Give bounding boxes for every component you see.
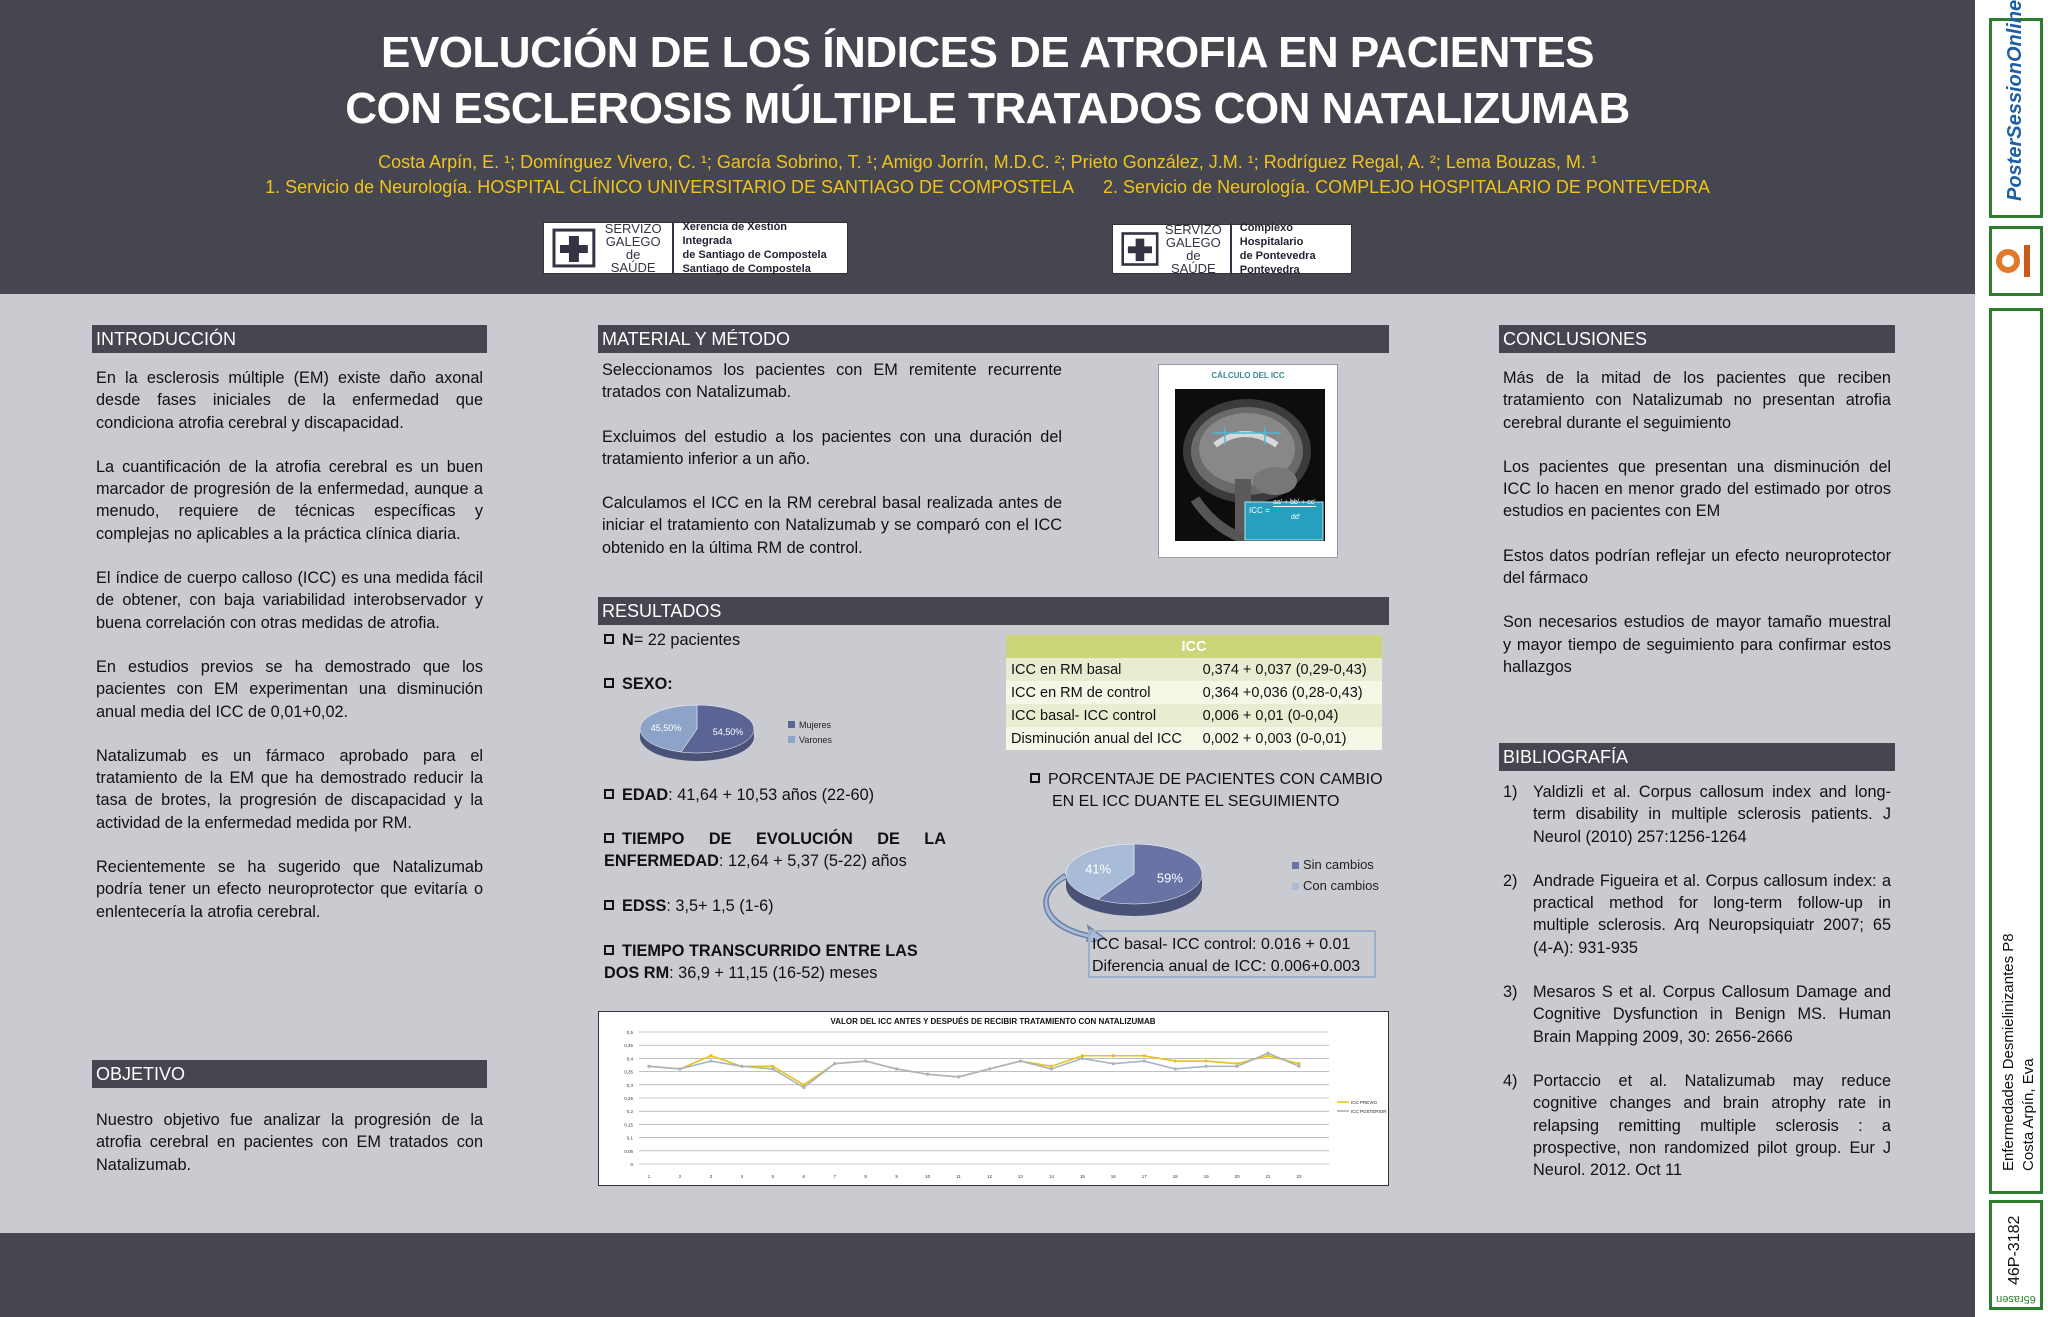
bib-number: 4): [1503, 1071, 1518, 1090]
table-cell: 0,006 + 0,01 (0-0,04): [1202, 707, 1339, 724]
x-tick-label: 12: [986, 1174, 992, 1179]
result-label: EDSS: [622, 897, 667, 915]
data-point: [1143, 1054, 1146, 1057]
icc-line-chart: [598, 1011, 1389, 1186]
x-tick-label: 10: [925, 1174, 931, 1179]
mri-sagittal-image: [1175, 389, 1325, 541]
data-point: [709, 1054, 712, 1057]
icc-table: [1006, 635, 1382, 750]
y-tick-label: 0,2: [626, 1109, 633, 1115]
data-point: [1235, 1065, 1238, 1068]
table-cell: 0,002 + 0,003 (0-0,01): [1202, 730, 1347, 747]
result-label: TIEMPO DE EVOLUCIÓN DE LA ENFERMEDAD: [604, 830, 946, 871]
porcentaje-title: [1030, 769, 1402, 814]
session-info-box: [1989, 308, 2043, 1194]
table-cell: ICC en RM basal: [1011, 661, 1122, 678]
figure-title: CÁLCULO DEL ICC: [1211, 371, 1285, 380]
data-point: [740, 1065, 743, 1068]
icc-summary-box: [1088, 930, 1376, 978]
data-point: [647, 1065, 650, 1068]
legend-label: Con cambios: [1303, 878, 1379, 893]
x-tick-label: 21: [1265, 1174, 1271, 1179]
y-tick-label: 0,25: [624, 1096, 633, 1101]
x-tick-label: 7: [833, 1174, 836, 1179]
result-edad: [604, 784, 874, 806]
sgs-line: SERVIZO: [604, 221, 662, 236]
data-point: [802, 1086, 805, 1089]
x-tick-label: 1: [647, 1174, 651, 1179]
affiliations: [0, 177, 1975, 198]
x-tick-label: 11: [956, 1174, 961, 1179]
logo-santiago: [543, 222, 848, 274]
legend-swatch: [788, 721, 795, 728]
formula-denominator: dd': [1291, 514, 1301, 521]
legend-swatch: [1292, 862, 1299, 869]
x-tick-label: 9: [895, 1174, 898, 1179]
sgs-line: SERVIZO: [1164, 222, 1222, 237]
data-point: [1205, 1065, 1208, 1068]
data-point: [988, 1067, 991, 1070]
inst-line: Xerencia de Xestión Integrada: [682, 221, 788, 247]
data-point: [1266, 1052, 1269, 1055]
intro-paragraph: En estudios previos se ha demostrado que los pacientes con EM experimentan una disminución anual media del ICC de 0,01+0,02.: [96, 657, 483, 721]
legend-label: ICC POSTERIOR: [1351, 1109, 1387, 1114]
bib-item: [1499, 1070, 1891, 1181]
intro-text: [96, 367, 483, 945]
pie-data-label: 59%: [1156, 870, 1183, 886]
table-row: [1006, 727, 1382, 750]
result-value: : 36,9 + 11,15 (16-52) meses: [669, 964, 878, 983]
bib-text: Yaldizli et al. Corpus callosum index and long-term disability in multiple sclerosis patients. J Neurol (2010) 257:1256-1264: [1533, 783, 1891, 846]
x-tick-label: 8: [864, 1174, 867, 1179]
conclusion-paragraph: Más de la mitad de los pacientes que reciben tratamiento con Natalizumab no presentan atrofia cerebral durante el seguimiento: [1503, 369, 1891, 432]
x-tick-label: 6: [802, 1174, 806, 1179]
data-point: [833, 1062, 836, 1065]
x-tick-label: 20: [1234, 1174, 1240, 1179]
formula-left: ICC =: [1249, 506, 1270, 515]
conclusion-paragraph: Estos datos podrían reflejar un efecto neuroprotector del fármaco: [1503, 546, 1891, 588]
x-tick-label: 22: [1296, 1174, 1302, 1179]
intro-paragraph: El índice de cuerpo calloso (ICC) es una medida fácil de obtener, con baja variabilidad interobservador y buena correlación con otras medidas de atrofia.: [96, 569, 483, 632]
checkbox-bullet-icon: [1030, 773, 1040, 783]
poster-footer-code: 65rasen: [1996, 1293, 2036, 1305]
table-row: [1006, 704, 1382, 727]
conclusiones-text: [1503, 367, 1891, 700]
authors: Costa Arpín, E. ¹; Domínguez Vivero, C. ¹; García Sobrino, T. ¹; Amigo Jorrín, M.D.C. ²; Prieto González, J.M. ¹; Rodríguez Regal, A. ²; Lema Bouzas, M. ¹: [378, 152, 1597, 172]
pie-data-label: 41%: [1085, 861, 1112, 877]
material-paragraph: Seleccionamos los pacientes con EM remitente recurrente tratados con Natalizumab.: [602, 361, 1062, 402]
result-value: : 12,64 + 5,37 (5-22) años: [718, 852, 907, 871]
x-tick-label: 4: [740, 1174, 744, 1179]
table-cell: 0,374 + 0,037 (0,29-0,43): [1202, 661, 1367, 678]
sgs-line: de SAÚDE: [610, 247, 656, 275]
result-sexo: [604, 673, 673, 695]
table-cell: Disminución anual del ICC: [1011, 730, 1182, 747]
brand-logo: PosterSessionOnline: [2004, 0, 2026, 201]
poster-footer-bar: [0, 1233, 1975, 1317]
checkbox-bullet-icon: [604, 833, 614, 843]
data-point: [1112, 1062, 1115, 1065]
data-point: [895, 1067, 898, 1070]
icc-summary-line: Diferencia anual de ICC: 0.006+0.003: [1092, 958, 1361, 975]
x-tick-label: 17: [1141, 1174, 1147, 1179]
data-point: [1174, 1059, 1177, 1062]
data-point: [1112, 1054, 1115, 1057]
intro-paragraph: En la esclerosis múltiple (EM) existe daño axonal desde fases iniciales de la enfermedad que condiciona atrofia cerebral y discapacidad.: [96, 369, 483, 432]
x-tick-label: 16: [1110, 1174, 1116, 1179]
change-pie-chart: [1030, 822, 1390, 942]
bib-text: Andrade Figueira et al. Corpus callosum index: a practical method for long-term follow-up in multiple sclerosis. Arq Neuropsiquiatr 2007; 65 (4-A): 931-935: [1533, 871, 1891, 957]
result-value: : 41,64 + 10,53 años (22-60): [668, 786, 875, 804]
poster-session-sidebar: [1975, 0, 2048, 1317]
material-paragraph: Excluimos del estudio a los pacientes con una duración del tratamiento inferior a un año.: [602, 427, 1062, 468]
icc-calculation-figure: [1158, 364, 1338, 558]
table-cell: ICC en RM de control: [1011, 684, 1151, 701]
bib-item: [1499, 870, 1891, 959]
bib-item: [1499, 981, 1891, 1048]
conclusion-paragraph: Los pacientes que presentan una disminución del ICC lo hacen en menor grado del estimado por otros estudios en pacientes con EM: [1503, 457, 1891, 521]
data-point: [1081, 1057, 1084, 1060]
intro-paragraph: Natalizumab es un fármaco aprobado para el tratamiento de la EM que ha demostrado reducir la tasa de brotes, la progresión de discapacidad y la actividad de la enfermedad medida por RM.: [96, 746, 483, 832]
institution-text: [1240, 221, 1343, 277]
x-tick-label: 14: [1048, 1174, 1054, 1179]
series-line-icc-previo: [649, 1056, 1299, 1085]
data-point: [1174, 1067, 1177, 1070]
y-tick-label: 0,05: [624, 1148, 633, 1154]
affiliation-2: 2. Servicio de Neurología. COMPLEJO HOSPITALARIO DE PONTEVEDRA: [1103, 177, 1710, 197]
porcentaje-text: PORCENTAJE DE PACIENTES CON CAMBIO EN EL ICC DUANTE EL SEGUIMIENTO: [1048, 771, 1383, 811]
x-tick-label: 3: [709, 1174, 713, 1179]
institution-text: [682, 220, 839, 276]
legend-label: ICC PREVIO: [1351, 1100, 1378, 1105]
sergas-text: [1165, 223, 1232, 275]
data-point: [1143, 1059, 1146, 1062]
poster-title-line2: CON ESCLEROSIS MÚLTIPLE TRATADOS CON NATALIZUMAB: [345, 84, 1630, 133]
society-logo-box: [1989, 226, 2043, 296]
bib-text: Portaccio et al. Natalizumab may reduce cognitive changes and brain atrophy rate in relapsing remitting multiple sclerosis : a prospective, non randomized pilot group. Eur J Neurol. 2012. Oct 11: [1533, 1071, 1891, 1180]
conclusion-paragraph: Son necesarios estudios de mayor tamaño muestral y mayor tiempo de seguimiento para confirmar estos hallazgos: [1503, 613, 1891, 676]
poster-title-line1: EVOLUCIÓN DE LOS ÍNDICES DE ATROFIA EN PACIENTES: [381, 28, 1594, 77]
sgs-line: de SAÚDE: [1170, 248, 1216, 276]
data-point: [926, 1073, 929, 1076]
result-edss: [604, 895, 774, 917]
icc-table-title: ICC: [1181, 638, 1207, 655]
legend-label: Sin cambios: [1303, 857, 1374, 872]
inst-line: Pontevedra: [1239, 264, 1300, 276]
inst-line: de Santiago de Compostela: [682, 249, 827, 261]
result-n: [604, 629, 740, 651]
bib-number: 2): [1503, 871, 1518, 890]
sex-pie-chart: [640, 695, 840, 775]
inst-line: de Pontevedra: [1239, 250, 1316, 262]
result-value: : 3,5+ 1,5 (1-6): [666, 897, 774, 915]
x-tick-label: 19: [1203, 1174, 1209, 1179]
legend-swatch: [788, 736, 795, 743]
y-tick-label: 0,3: [626, 1082, 633, 1088]
sgs-line: GALEGO: [1165, 235, 1221, 250]
resultados-heading: RESULTADOS: [598, 597, 1389, 625]
sergas-cross-icon: [552, 228, 596, 268]
icc-summary-line: ICC basal- ICC control: 0.016 + 0.01: [1092, 936, 1351, 953]
bibliografia-list: [1499, 781, 1891, 1203]
poster-code-box: [1989, 1200, 2043, 1310]
session-name: Enfermedades Desmielinizantes P8: [2000, 933, 2017, 1171]
line-chart-title: VALOR DEL ICC ANTES Y DESPUÉS DE RECIBIR TRATAMIENTO CON NATALIZUMAB: [830, 1017, 1156, 1026]
intro-paragraph: Recientemente se ha sugerido que Natalizumab podría tener un efecto neuroprotector que evitaría o enlentecería la atrofia cerebral.: [96, 858, 483, 921]
formula-numerator: aa' + bb' + cc': [1273, 499, 1316, 506]
intro-heading: INTRODUCCIÓN: [92, 325, 487, 353]
data-point: [1297, 1065, 1300, 1068]
intro-paragraph: La cuantificación de la atrofia cerebral es un buen marcador de progresión de la enfermedad, aunque a menudo, requiere de técnicas específicas y complejas no aplicables a la práctica clínica diaria.: [96, 457, 483, 543]
y-tick-label: 0,15: [624, 1122, 633, 1128]
legend-label: Varones: [799, 735, 832, 745]
legend-label: Mujeres: [799, 720, 832, 730]
pie-data-label: 45,50%: [650, 723, 682, 734]
bib-number: 1): [1503, 783, 1518, 801]
legend-swatch: [1292, 883, 1299, 890]
session-author: Costa Arpín, Eva: [2020, 1058, 2037, 1171]
data-point: [709, 1059, 712, 1062]
x-tick-label: 13: [1017, 1174, 1023, 1179]
data-point: [771, 1067, 774, 1070]
y-tick-label: 0,1: [626, 1135, 633, 1141]
objetivo-paragraph: Nuestro objetivo fue analizar la progresión de la atrofia cerebral en pacientes con EM tratados con Natalizumab.: [96, 1111, 483, 1174]
checkbox-bullet-icon: [604, 634, 614, 644]
sgs-line: GALEGO: [605, 234, 661, 249]
society-logo-icon: [1992, 229, 2040, 293]
checkbox-bullet-icon: [604, 945, 614, 955]
objetivo-text: [96, 1109, 483, 1198]
pie-data-label: 54,50%: [712, 726, 744, 737]
checkbox-bullet-icon: [604, 900, 614, 910]
x-tick-label: 5: [771, 1174, 775, 1179]
checkbox-bullet-icon: [604, 678, 614, 688]
result-value: = 22 pacientes: [633, 631, 741, 649]
table-row: [1006, 681, 1382, 704]
bibliografia-heading: BIBLIOGRAFÍA: [1499, 743, 1895, 771]
bib-text: Mesaros S et al. Corpus Callosum Damage and Cognitive Dysfunction in Benign MS. Human Brain Mapping 2009, 30: 2656-2666: [1533, 983, 1891, 1046]
x-tick-label: 2: [678, 1174, 682, 1179]
poster-code: 46P-3182: [2006, 1215, 2023, 1285]
data-point: [1205, 1059, 1208, 1062]
data-point: [678, 1067, 681, 1070]
sergas-text: [602, 222, 675, 274]
result-label: EDAD: [622, 786, 669, 804]
material-paragraph: Calculamos el ICC en la RM cerebral basal realizada antes de iniciar el tratamiento con Natalizumab y se comparó con el ICC obtenido en la última RM de control.: [602, 494, 1062, 557]
poster-header: [0, 0, 1975, 294]
y-tick-label: 0,45: [624, 1043, 633, 1049]
data-point: [864, 1059, 867, 1062]
table-row: [1006, 658, 1382, 681]
result-label: SEXO:: [622, 675, 673, 693]
data-point: [957, 1075, 960, 1078]
conclusiones-heading: CONCLUSIONES: [1499, 325, 1895, 353]
table-cell: ICC basal- ICC control: [1011, 707, 1157, 724]
checkbox-bullet-icon: [604, 789, 614, 799]
inst-line: Santiago de Compostela: [682, 263, 811, 275]
data-point: [1050, 1067, 1053, 1070]
data-point: [1019, 1059, 1022, 1062]
result-label: N: [622, 631, 634, 649]
result-tiempo-evolucion: [604, 828, 946, 873]
inst-line: Complexo Hospitalario: [1239, 222, 1304, 248]
y-tick-label: 0,4: [626, 1056, 633, 1062]
icc-table-header: [1006, 635, 1382, 658]
material-heading: MATERIAL Y MÉTODO: [598, 325, 1389, 353]
y-tick-label: 0: [630, 1162, 633, 1167]
table-cell: 0,364 +0,036 (0,28-0,43): [1202, 684, 1363, 701]
bib-item: [1499, 781, 1891, 848]
y-tick-label: 0,35: [624, 1069, 633, 1075]
bib-number: 3): [1503, 983, 1518, 1002]
sergas-cross-icon: [1121, 229, 1159, 269]
logo-pontevedra: [1112, 224, 1352, 274]
objetivo-heading: OBJETIVO: [92, 1060, 487, 1088]
x-tick-label: 18: [1172, 1174, 1178, 1179]
result-label: TIEMPO TRANSCURRIDO ENTRE LAS DOS RM: [604, 942, 918, 983]
material-text: [602, 359, 1062, 581]
x-tick-label: 15: [1079, 1174, 1085, 1179]
y-tick-label: 0,5: [626, 1030, 633, 1035]
brand-box: [1989, 0, 2043, 218]
affiliation-1: 1. Servicio de Neurología. HOSPITAL CLÍNICO UNIVERSITARIO DE SANTIAGO DE COMPOSTELA: [265, 177, 1073, 197]
result-tiempo-rm: [604, 940, 948, 985]
